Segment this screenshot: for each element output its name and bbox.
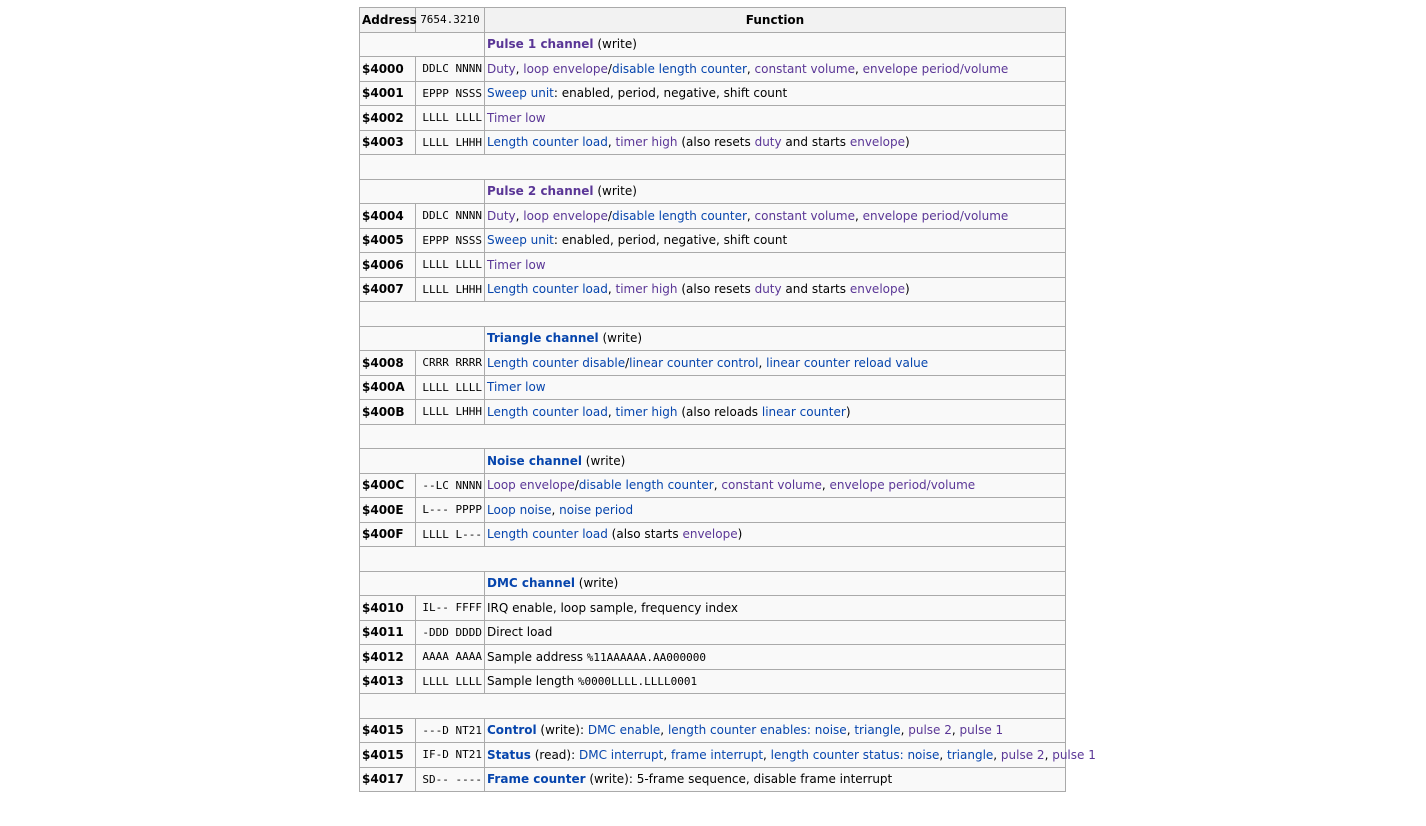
register-bits: LLLL LHHH — [416, 277, 485, 302]
function-text: , — [660, 723, 668, 738]
function-link[interactable]: duty — [754, 135, 782, 150]
function-text: , — [607, 404, 616, 419]
table-row — [360, 743, 1066, 768]
function-text: , — [821, 478, 830, 493]
section-header-row — [360, 326, 1066, 351]
section-note: (write) — [593, 37, 637, 52]
section-title-link[interactable]: Noise channel — [487, 453, 582, 468]
section-title-link[interactable]: Pulse 1 channel — [487, 37, 594, 52]
table-row — [360, 718, 1066, 743]
register-bits: EPPP NSSS — [416, 81, 485, 106]
section-header-blank — [360, 449, 485, 474]
spacer-row — [360, 547, 1066, 572]
function-link[interactable]: Loop noise — [487, 502, 552, 517]
function-link[interactable]: DMC interrupt — [578, 747, 664, 762]
register-function — [485, 81, 1066, 106]
apu-register-table — [359, 7, 1096, 792]
table-row — [360, 106, 1066, 131]
function-text: IRQ enable, loop sample, frequency index — [487, 600, 738, 615]
section-header-cell — [485, 32, 1066, 57]
section-note: (write) — [574, 576, 619, 591]
table-row — [360, 498, 1066, 523]
register-address: $4001 — [360, 81, 416, 106]
register-function — [485, 669, 1066, 694]
function-text: (also starts — [607, 527, 683, 542]
function-link[interactable]: length counter status: noise — [770, 747, 940, 762]
header-row — [360, 8, 1066, 33]
function-link[interactable]: disable length counter — [611, 61, 747, 76]
table-row — [360, 351, 1066, 376]
register-bits: --LC NNNN — [416, 473, 485, 498]
function-link[interactable]: envelope period/volume — [829, 478, 976, 493]
function-text: , — [939, 747, 948, 762]
function-link[interactable]: Length counter load — [487, 404, 608, 419]
function-text: / — [607, 61, 612, 76]
function-link[interactable]: linear counter reload value — [766, 355, 929, 370]
section-header-blank — [360, 179, 485, 204]
register-address: $4013 — [360, 669, 416, 694]
function-text: / — [574, 478, 579, 493]
function-link[interactable]: pulse 2 — [1000, 747, 1045, 762]
function-link[interactable]: Duty — [487, 61, 516, 76]
spacer-cell — [360, 547, 1066, 572]
register-address: $4017 — [360, 767, 416, 792]
function-text: (read): — [530, 747, 579, 762]
function-text: %0000LLLL.LLLL0001 — [577, 675, 698, 689]
function-link[interactable]: disable length counter — [578, 478, 714, 493]
function-text: Direct load — [487, 625, 553, 640]
register-function — [485, 767, 1066, 792]
register-address: $4007 — [360, 277, 416, 302]
address-column-header: Address — [360, 8, 416, 33]
register-function — [485, 130, 1066, 155]
function-link[interactable]: triangle — [947, 747, 994, 762]
table-row — [360, 645, 1066, 670]
bits-column-header: 7654.3210 — [416, 8, 485, 33]
function-link[interactable]: Status — [487, 747, 531, 762]
function-text: (also resets — [677, 282, 755, 297]
function-text: Sample address — [487, 649, 587, 664]
function-link[interactable]: loop envelope — [523, 61, 608, 76]
table-row — [360, 277, 1066, 302]
table-row — [360, 375, 1066, 400]
function-text: , — [993, 747, 1001, 762]
register-bits: LLLL L--- — [416, 522, 485, 547]
table-row — [360, 253, 1066, 278]
function-text: , — [951, 723, 960, 738]
table-row — [360, 81, 1066, 106]
register-bits: LLLL LHHH — [416, 130, 485, 155]
register-bits: -DDD DDDD — [416, 620, 485, 645]
register-address: $4011 — [360, 620, 416, 645]
spacer-cell — [360, 302, 1066, 327]
function-text: , — [607, 282, 616, 297]
register-bits: LLLL LLLL — [416, 106, 485, 131]
function-text: ) — [845, 404, 851, 419]
function-link[interactable]: linear counter control — [629, 355, 759, 370]
function-link[interactable]: pulse 2 — [908, 723, 952, 738]
section-header-blank — [360, 326, 485, 351]
register-function — [485, 473, 1066, 498]
register-address: $400A — [360, 375, 416, 400]
section-title-link[interactable]: Triangle channel — [487, 331, 599, 346]
section-header-cell — [485, 449, 1066, 474]
register-function — [485, 498, 1066, 523]
function-text: , — [515, 208, 524, 223]
function-link[interactable]: triangle — [854, 723, 901, 738]
register-address: $4010 — [360, 596, 416, 621]
function-link[interactable]: constant volume — [721, 478, 822, 493]
register-address: $4012 — [360, 645, 416, 670]
section-header-row — [360, 179, 1066, 204]
register-bits: AAAA AAAA — [416, 645, 485, 670]
function-link[interactable]: envelope — [849, 135, 905, 150]
function-link[interactable]: DMC enable — [587, 723, 661, 738]
function-link[interactable]: timer high — [615, 135, 678, 150]
spacer-cell — [360, 424, 1066, 449]
function-link[interactable]: Timer low — [487, 257, 546, 272]
function-text: , — [607, 135, 616, 150]
register-address: $4004 — [360, 204, 416, 229]
spacer-cell — [360, 155, 1066, 180]
section-header-row — [360, 32, 1066, 57]
register-address: $4006 — [360, 253, 416, 278]
function-link[interactable]: pulse 1 — [1052, 747, 1096, 762]
register-function — [485, 645, 1066, 670]
function-text: %11AAAAAA.AA000000 — [586, 650, 706, 664]
section-header-cell — [485, 571, 1066, 596]
spacer-row — [360, 155, 1066, 180]
table-row — [360, 473, 1066, 498]
function-text: , — [1044, 747, 1053, 762]
register-bits: EPPP NSSS — [416, 228, 485, 253]
section-header-blank — [360, 571, 485, 596]
register-function — [485, 57, 1066, 82]
table-row — [360, 620, 1066, 645]
register-function — [485, 106, 1066, 131]
function-link[interactable]: Length counter load — [487, 282, 608, 297]
function-link[interactable]: loop envelope — [523, 208, 608, 223]
function-link[interactable]: frame interrupt — [671, 747, 764, 762]
register-address: $4000 — [360, 57, 416, 82]
function-link[interactable]: Control — [487, 723, 537, 738]
register-bits: ---D NT21 — [416, 718, 485, 743]
table-row — [360, 130, 1066, 155]
function-text: ) — [905, 282, 910, 297]
register-bits: LLLL LLLL — [416, 669, 485, 694]
table-row — [360, 400, 1066, 425]
function-link[interactable]: duty — [754, 282, 782, 297]
register-bits: LLLL LHHH — [416, 400, 485, 425]
function-text: , — [515, 61, 524, 76]
section-note: (write) — [598, 331, 643, 346]
spacer-row — [360, 694, 1066, 719]
section-header-row — [360, 571, 1066, 596]
section-header-row — [360, 449, 1066, 474]
function-text: / — [607, 208, 612, 223]
function-text: and starts — [781, 282, 850, 297]
function-text: , — [713, 478, 722, 493]
register-bits: LLLL LLLL — [416, 253, 485, 278]
function-link[interactable]: Length counter load — [487, 527, 608, 542]
register-function — [485, 718, 1066, 743]
function-link[interactable]: envelope period/volume — [862, 61, 1009, 76]
table-row — [360, 596, 1066, 621]
function-link[interactable]: envelope — [849, 282, 905, 297]
section-header-cell — [485, 326, 1066, 351]
table-row — [360, 522, 1066, 547]
register-address: $4005 — [360, 228, 416, 253]
function-link[interactable]: disable length counter — [611, 208, 747, 223]
function-text: and starts — [781, 135, 850, 150]
register-address: $400B — [360, 400, 416, 425]
function-text: , — [758, 355, 767, 370]
function-text: ) — [737, 527, 743, 542]
function-link[interactable]: Loop envelope — [487, 478, 575, 493]
register-address: $400F — [360, 522, 416, 547]
function-text: / — [625, 355, 630, 370]
register-bits: DDLC NNNN — [416, 204, 485, 229]
table-row — [360, 669, 1066, 694]
spacer-row — [360, 424, 1066, 449]
table-row — [360, 204, 1066, 229]
function-link[interactable]: envelope period/volume — [862, 208, 1009, 223]
function-link[interactable]: envelope — [682, 527, 738, 542]
table-body — [360, 32, 1096, 792]
register-bits: L--- PPPP — [416, 498, 485, 523]
function-text: : enabled, period, negative, shift count — [553, 233, 788, 248]
function-link[interactable]: timer high — [615, 282, 678, 297]
register-address: $4003 — [360, 130, 416, 155]
section-header-cell — [485, 179, 1066, 204]
function-text: , — [900, 723, 909, 738]
register-function — [485, 620, 1066, 645]
section-title-link[interactable]: DMC channel — [487, 576, 575, 591]
register-bits: LLLL LLLL — [416, 375, 485, 400]
function-text: , — [763, 747, 771, 762]
register-function — [485, 375, 1066, 400]
function-link[interactable]: Sweep unit — [487, 86, 554, 101]
register-function — [485, 253, 1066, 278]
register-bits: IL-- FFFF — [416, 596, 485, 621]
function-link[interactable]: pulse 1 — [959, 723, 1004, 738]
function-link[interactable]: Timer low — [487, 110, 546, 125]
register-address: $400E — [360, 498, 416, 523]
function-text: Sample length — [487, 674, 578, 689]
section-title-link[interactable]: Pulse 2 channel — [487, 184, 594, 199]
section-note: (write) — [581, 453, 626, 468]
register-function — [485, 351, 1066, 376]
function-link[interactable]: length counter enables: noise — [667, 723, 847, 738]
register-bits: CRRR RRRR — [416, 351, 485, 376]
register-function — [485, 277, 1066, 302]
function-text: : enabled, period, negative, shift count — [553, 86, 788, 101]
function-link[interactable]: constant volume — [754, 61, 855, 76]
function-text: , — [854, 61, 863, 76]
function-link[interactable]: timer high — [615, 404, 678, 419]
register-bits: DDLC NNNN — [416, 57, 485, 82]
register-function — [485, 228, 1066, 253]
register-function — [485, 743, 1096, 768]
register-address: $4015 — [360, 718, 416, 743]
function-text: , — [746, 61, 755, 76]
function-text: ) — [905, 135, 910, 150]
spacer-cell — [360, 694, 1066, 719]
register-address: $400C — [360, 473, 416, 498]
table-row — [360, 767, 1066, 792]
register-address: $4002 — [360, 106, 416, 131]
function-link[interactable]: constant volume — [754, 208, 855, 223]
register-function — [485, 400, 1066, 425]
function-text: (also resets — [677, 135, 755, 150]
function-link[interactable]: linear counter — [761, 404, 846, 419]
section-note: (write) — [593, 184, 637, 199]
function-link[interactable]: noise period — [559, 502, 634, 517]
function-link[interactable]: Timer low — [487, 380, 546, 395]
function-link[interactable]: Length counter load — [487, 135, 608, 150]
function-link[interactable]: Duty — [487, 208, 516, 223]
function-text: , — [663, 747, 672, 762]
function-text: , — [846, 723, 855, 738]
function-text: (write): — [536, 723, 588, 738]
spacer-row — [360, 302, 1066, 327]
table-row — [360, 57, 1066, 82]
function-link[interactable]: Sweep unit — [487, 233, 554, 248]
section-header-blank — [360, 32, 485, 57]
function-link[interactable]: Frame counter — [487, 772, 586, 787]
function-text: , — [551, 502, 560, 517]
function-column-header: Function — [485, 8, 1066, 33]
function-text: , — [746, 208, 755, 223]
function-link[interactable]: Length counter disable — [487, 355, 626, 370]
register-bits: SD-- ---- — [416, 767, 485, 792]
function-text: (write): 5-frame sequence, disable frame interrupt — [585, 772, 893, 787]
register-bits: IF-D NT21 — [416, 743, 485, 768]
register-address: $4008 — [360, 351, 416, 376]
register-address: $4015 — [360, 743, 416, 768]
function-text: (also reloads — [677, 404, 762, 419]
register-function — [485, 522, 1066, 547]
function-text: , — [854, 208, 863, 223]
register-function — [485, 204, 1066, 229]
table-row — [360, 228, 1066, 253]
register-function — [485, 596, 1066, 621]
